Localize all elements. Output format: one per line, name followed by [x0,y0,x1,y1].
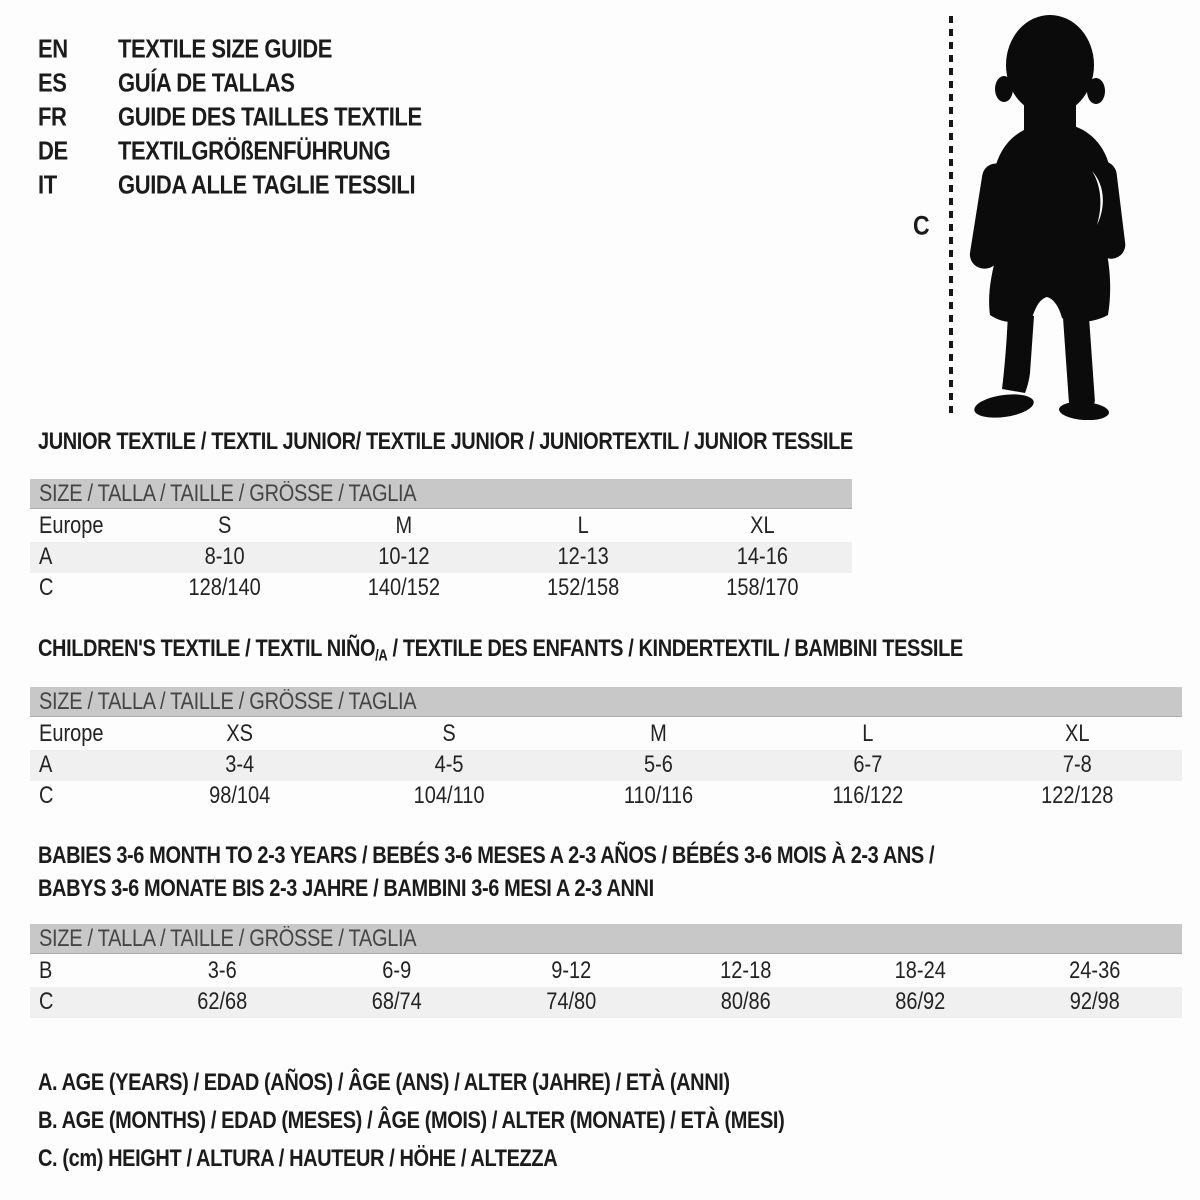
language-label: GUIDE DES TAILLES TEXTILE [118,101,422,132]
language-label: TEXTILE SIZE GUIDE [118,33,333,64]
size-value: 104/110 [413,782,485,809]
language-row-en [38,32,422,66]
size-value: 5-6 [644,751,673,778]
row-label: C [39,988,54,1015]
language-code: FR [38,101,67,132]
row-label: A [39,751,53,778]
row-label: B [39,957,53,984]
table-row [30,719,1182,750]
language-label: TEXTILGRÖßENFÜHRUNG [118,135,391,166]
size-value: 80/86 [720,988,771,1015]
babies-section-title-line2: BABYS 3-6 MONATE BIS 2-3 JAHRE / BAMBINI 3-6 MESI A 2-3 ANNI [38,875,654,902]
size-value: XL [1065,720,1090,747]
measure-label-c: C [913,209,930,241]
language-row-fr [38,100,422,134]
size-value: 3-4 [225,751,255,778]
size-value: 9-12 [551,957,592,984]
size-value: 12-13 [557,543,609,570]
title-subscript: /A [375,646,388,665]
junior-section-title: JUNIOR TEXTILE / TEXTIL JUNIOR/ TEXTILE JUNIOR / JUNIORTEXTIL / JUNIOR TESSILE [38,428,853,455]
language-label: GUIDA ALLE TAGLIE TESSILI [118,169,416,200]
language-row-es [38,66,422,100]
language-code: EN [38,33,68,64]
table-row [30,511,852,542]
size-value: M [395,512,413,539]
legend-line-c: C. (cm) HEIGHT / ALTURA / HAUTEUR / HÖHE / ALTEZZA [38,1145,558,1172]
language-code: DE [38,135,68,166]
size-value: 68/74 [371,988,422,1015]
language-title-block [38,32,422,202]
size-value: 86/92 [895,988,946,1015]
language-label: GUÍA DE TALLAS [118,67,295,98]
size-value: 6-7 [853,751,883,778]
size-value: 116/122 [832,782,904,809]
size-value: 3-6 [207,957,237,984]
language-row-de [38,134,422,168]
children-section-title: CHILDREN'S TEXTILE / TEXTIL $NIÑO_{/A}$ / TEXTILE DES ENFANTS / KINDERTEXTIL / BAMBINI TESSILE [38,635,963,665]
size-value: 62/68 [197,988,248,1015]
table-row [30,987,1182,1018]
size-value: 122/128 [1041,782,1114,809]
size-value: 24-36 [1069,957,1121,984]
size-value: 158/170 [726,574,799,601]
size-value: L [862,720,874,747]
size-value: 4-5 [434,751,464,778]
table-row [30,956,1182,987]
row-label: A [39,543,53,570]
size-value: 10-12 [378,543,430,570]
size-value: L [577,512,589,539]
toddler-silhouette-icon [960,13,1138,420]
size-value: 128/140 [188,574,261,601]
language-code: ES [38,67,67,98]
table-row [30,573,852,604]
junior-size-table [30,511,852,604]
size-value: XS [226,720,254,747]
size-value: 92/98 [1069,988,1120,1015]
size-value: 18-24 [894,957,946,984]
size-value: S [442,720,456,747]
children-size-table [30,719,1182,812]
table-row [30,781,1182,812]
table-row [30,542,852,573]
size-header-bar: SIZE / TALLA / TAILLE / GRÖSSE / TAGLIA [39,481,417,507]
language-code: IT [38,169,57,200]
size-value: 140/152 [367,574,441,601]
height-measure-dashed-line-icon [949,16,953,416]
size-header-bar: SIZE / TALLA / TAILLE / GRÖSSE / TAGLIA [39,689,417,715]
babies-size-table [30,956,1182,1018]
row-label: C [39,782,54,809]
language-row-it [38,168,422,202]
size-value: M [650,720,667,747]
table-row [30,750,1182,781]
size-value: 8-10 [204,543,245,570]
size-value: S [217,512,232,539]
size-value: 14-16 [736,543,788,570]
size-value: 110/116 [623,782,694,809]
size-value: 98/104 [209,782,271,809]
measure-legend [38,1064,784,1178]
size-value: XL [750,512,775,539]
size-value: 6-9 [382,957,412,984]
babies-section-title-line1: BABIES 3-6 MONTH TO 2-3 YEARS / BEBÉS 3-6 MESES A 2-3 AÑOS / BÉBÉS 3-6 MOIS À 2-3 ANS / [38,842,935,869]
size-value: 12-18 [720,957,772,984]
size-value: 74/80 [546,988,597,1015]
legend-line-b: B. AGE (MONTHS) / EDAD (MESES) / ÂGE (MOIS) / ALTER (MONATE) / ETÀ (MESI) [38,1107,785,1134]
row-label: Europe [39,512,104,539]
row-label: Europe [39,720,104,747]
size-value: 152/158 [546,574,620,601]
legend-line-a: A. AGE (YEARS) / EDAD (AÑOS) / ÂGE (ANS) / ALTER (JAHRE) / ETÀ (ANNI) [38,1069,730,1096]
size-value: 7-8 [1062,751,1092,778]
size-header-bar: SIZE / TALLA / TAILLE / GRÖSSE / TAGLIA [39,926,417,952]
row-label: C [39,574,54,601]
